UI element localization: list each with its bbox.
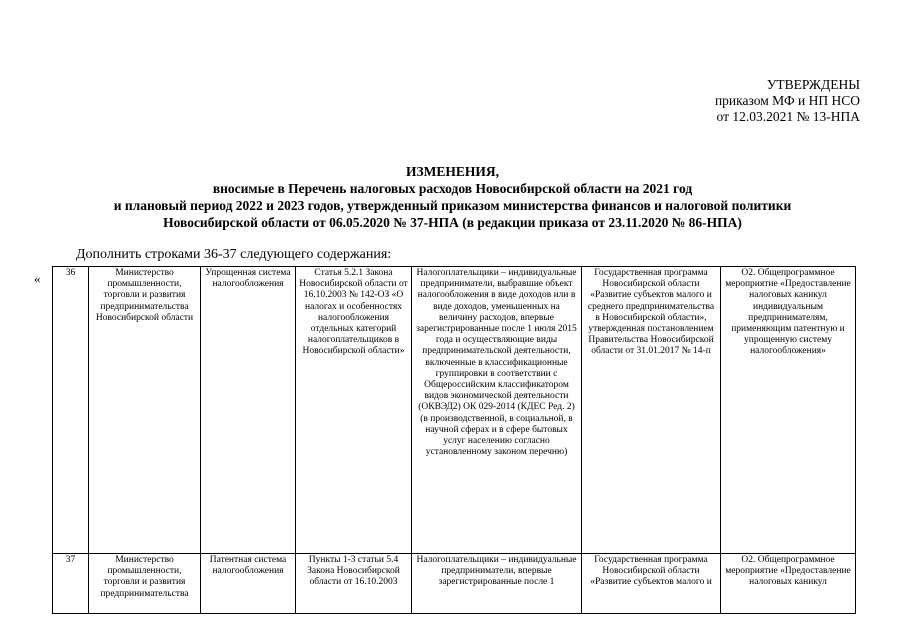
document-title (40, 163, 865, 231)
approval-date: от 12.03.2021 № 13-НПА (716, 109, 860, 124)
taxpayers-cell: Налогоплательщики – индивидуальные предприниматели, выбравшие объект налогообложения в виде доходов или в виде доходов, уменьшенных на величину расходов, впервые зарегистрированные после 1 июля 2015 года и осуществляющие виды предпринимательской деятельности, включенные в классификационные группировки в соответствии с Общероссийским классификатором видов экономической деятельности (ОКВЭД2) ОК 029-2014 (КДЕС Ред. 2) (в производственной, в социальной, в научной сферах и в сфере бытовых услуг населению согласно установленному законом перечню) (412, 267, 582, 554)
row-number: 37 (53, 554, 89, 614)
measure-cell: О2. Общепрограммное мероприятие «Предоставление налоговых каникул (721, 554, 856, 614)
curator-cell: Министерство промышленности, торговли и развития предпринимательства Новосибирской области (89, 267, 201, 554)
title-line-4: Новосибирской области от 06.05.2020 № 37-НПА (в редакции приказа от 23.11.2020 № 86-НПА) (163, 215, 742, 230)
curator-cell: Министерство промышленности, торговли и развития предпринимательства (89, 554, 201, 614)
program-cell: Государственная программа Новосибирской области «Развитие субъектов малого и среднего предпринимательства в Новосибирской области», утвержденная постановлением Правительства Новосибирской области от 31.01.2017 № 14-п (582, 267, 721, 554)
approval-stamp (715, 77, 860, 125)
tax-regime-cell: Патентная система налогообложения (201, 554, 296, 614)
approval-heading: УТВЕРЖДЕНЫ (766, 77, 860, 92)
title-line-3: и плановый период 2022 и 2023 годов, утвержденный приказом министерства финансов и налоговой политики (113, 198, 792, 213)
table-row (53, 554, 856, 614)
approval-order: приказом МФ и НП НСО (714, 93, 860, 108)
changes-table (52, 266, 856, 614)
row-number: 36 (53, 267, 89, 554)
intro-text: Дополнить строками 36-37 следующего содержания: (76, 247, 392, 262)
tax-regime-cell: Упрощенная система налогообложения (201, 267, 296, 554)
table-row (53, 267, 856, 554)
program-cell: Государственная программа Новосибирской области «Развитие субъектов малого и (582, 554, 721, 614)
title-heading: ИЗМЕНЕНИЯ, (405, 164, 499, 179)
opening-quote: « (34, 271, 41, 286)
measure-cell: О2. Общепрограммное мероприятие «Предоставление налоговых каникул индивидуальным предпринимателям, применяющим патентную и упрощенную систему налогообложения» (721, 267, 856, 554)
legal-basis-cell: Статья 5.2.1 Закона Новосибирской области от 16.10.2003 № 142-ОЗ «О налогах и особенностях налогообложения отдельных категорий налогоплательщиков в Новосибирской области» (296, 267, 412, 554)
title-line-2: вносимые в Перечень налоговых расходов Новосибирской области на 2021 год (212, 181, 693, 196)
taxpayers-cell: Налогоплательщики – индивидуальные предприниматели, впервые зарегистрированные после 1 (412, 554, 582, 614)
legal-basis-cell: Пункты 1-3 статьи 5.4 Закона Новосибирской области от 16.10.2003 (296, 554, 412, 614)
